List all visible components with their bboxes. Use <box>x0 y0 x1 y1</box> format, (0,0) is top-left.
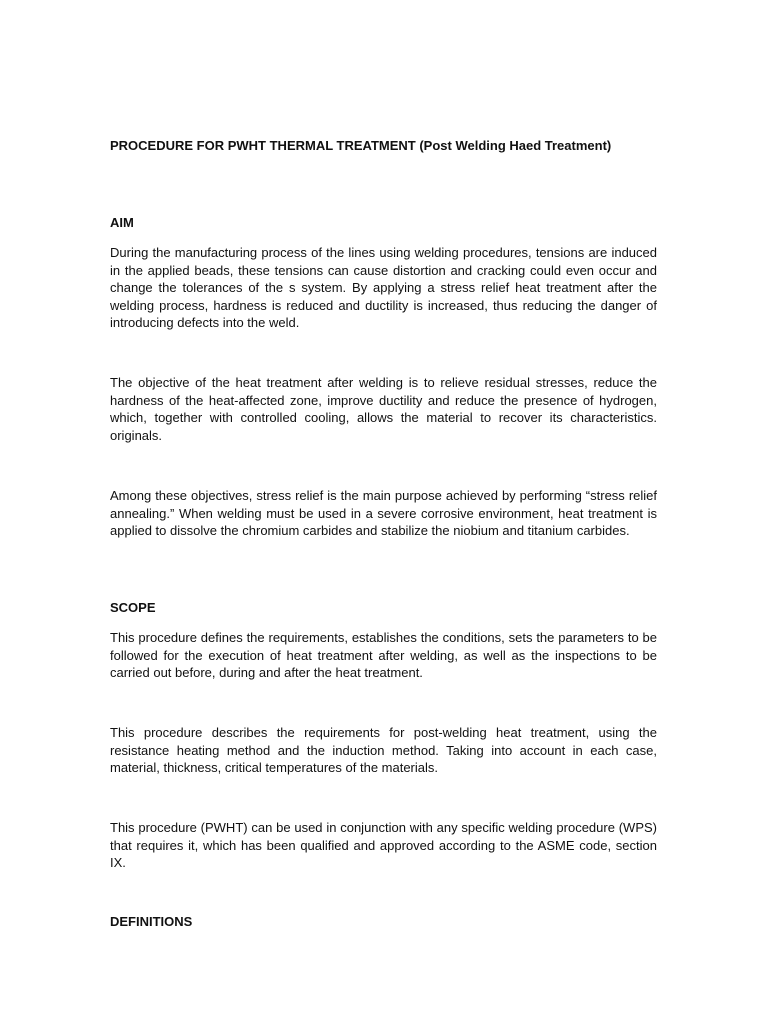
scope-paragraph-3: This procedure (PWHT) can be used in conjunction with any specific welding procedure (WPS) that requires it, which has been qualified and approved according to the ASME code, section IX. <box>110 820 657 871</box>
scope-paragraph-2: This procedure describes the requirements for post-welding heat treatment, using the resistance heating method and the induction method. Taking into account in each case, material, thickness, critical temperatures of the materials. <box>110 725 657 776</box>
document-title: PROCEDURE FOR PWHT THERMAL TREATMENT (Post Welding Haed Treatment) <box>110 138 612 153</box>
aim-paragraph-2: The objective of the heat treatment after welding is to relieve residual stresses, reduce the hardness of the heat-affected zone, improve ductility and reduce the presence of hydrogen, which, together with controlled cooling, allows the material to recover its characteristics. originals. <box>110 375 657 443</box>
scope-paragraph-1: This procedure defines the requirements, establishes the conditions, sets the parameters to be followed for the execution of heat treatment after welding, as well as the inspections to be carried out before, during and after the heat treatment. <box>110 630 657 681</box>
section-heading-aim: AIM <box>110 215 134 230</box>
aim-paragraph-3: Among these objectives, stress relief is the main purpose achieved by performing “stress relief annealing.” When welding must be used in a severe corrosive environment, heat treatment is applied to dissolve the chromium carbides and stabilize the niobium and titanium carbides. <box>110 488 657 539</box>
aim-paragraph-1: During the manufacturing process of the lines using welding procedures, tensions are induced in the applied beads, these tensions can cause distortion and cracking could even occur and change the tolerances of the s system. By applying a stress relief heat treatment after the welding process, hardness is reduced and ductility is increased, thus reducing the danger of introducing defects into the weld. <box>110 245 657 331</box>
section-heading-definitions: DEFINITIONS <box>110 914 193 929</box>
section-heading-scope: SCOPE <box>110 600 156 615</box>
